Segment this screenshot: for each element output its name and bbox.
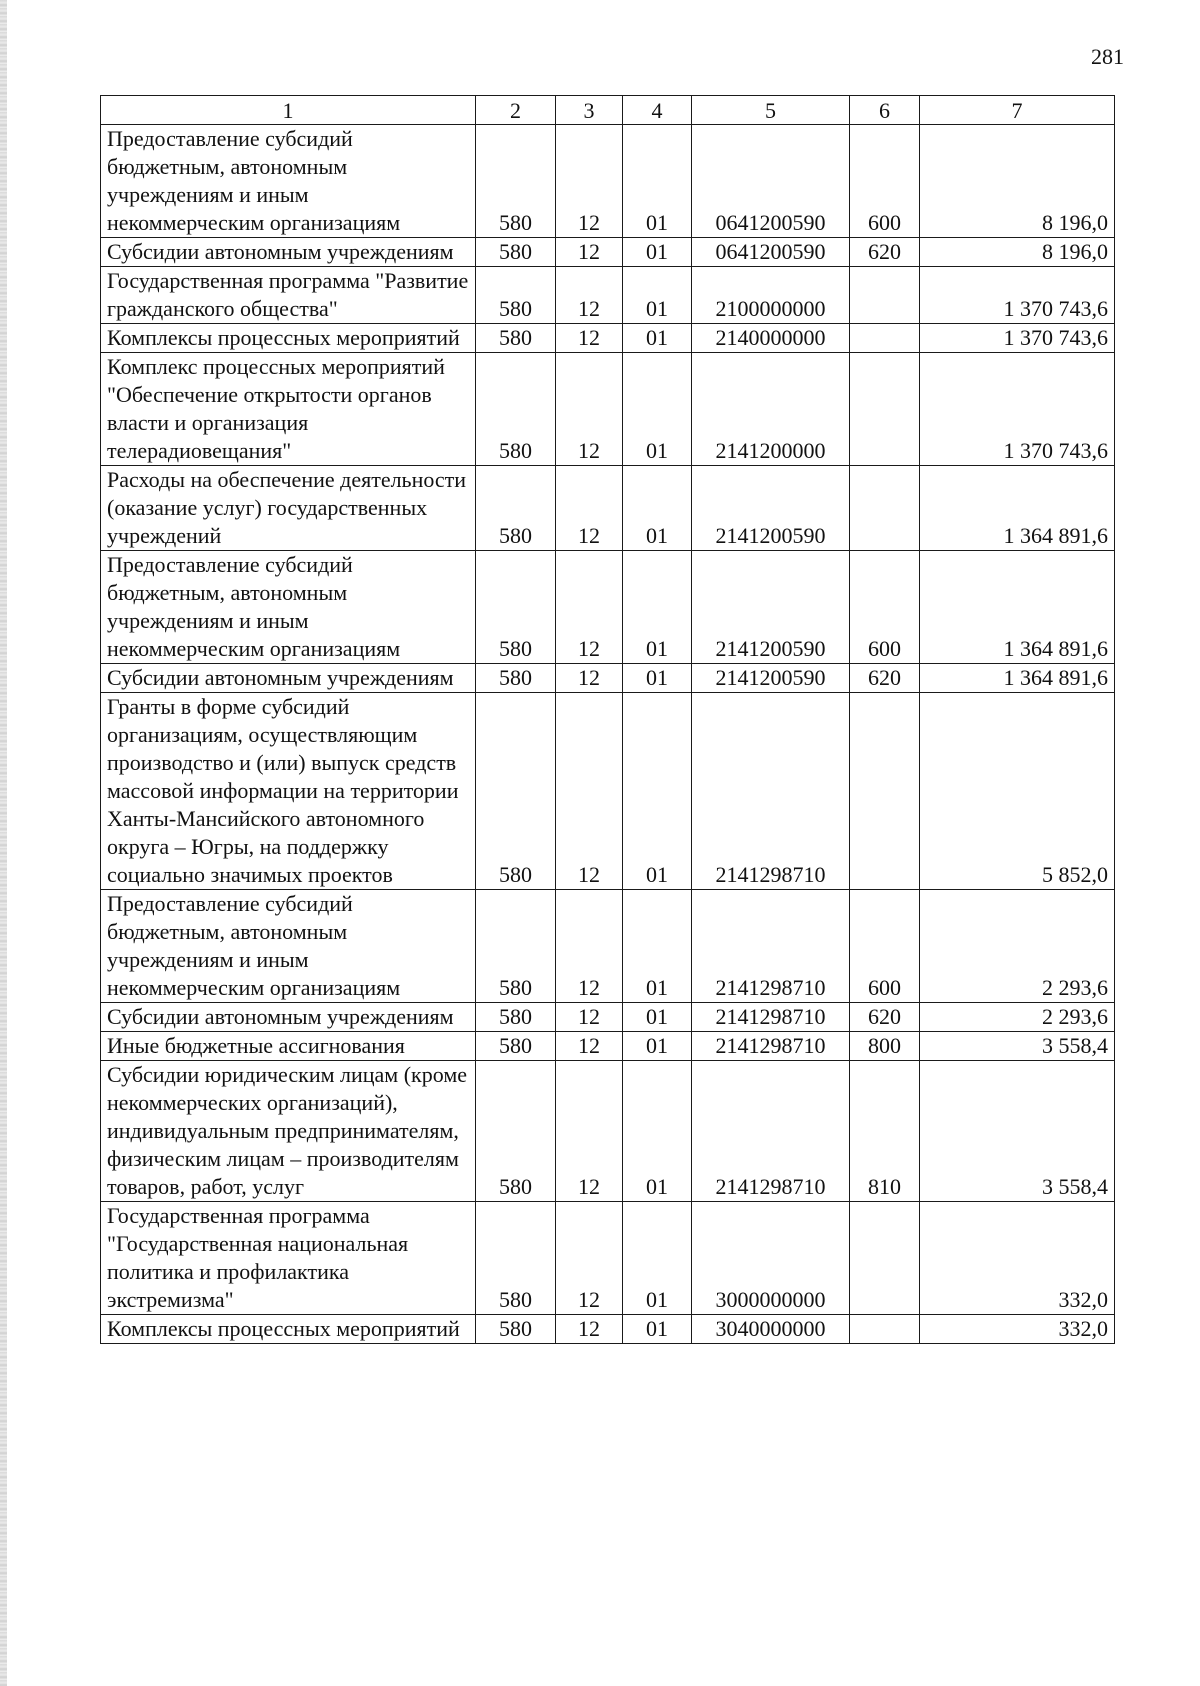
row-col-4-cell: 01 <box>623 890 692 1003</box>
row-col-4-cell: 01 <box>623 125 692 238</box>
row-col-3-cell: 12 <box>556 466 623 551</box>
row-col-5-cell: 2141200590 <box>692 466 850 551</box>
row-amount-cell: 1 370 743,6 <box>920 267 1115 324</box>
row-col-3-cell: 12 <box>556 664 623 693</box>
row-col-5-cell: 2141298710 <box>692 693 850 890</box>
row-col-5-cell: 2141200590 <box>692 551 850 664</box>
header-col-2: 2 <box>476 96 556 125</box>
row-col-5-cell: 3040000000 <box>692 1315 850 1344</box>
row-name-cell: Гранты в форме субсидий организациям, осуществляющим производство и (или) выпуск средств массовой информации на территории Ханты-Мансийского автономного округа – Югры, на поддержку социально значимых проектов <box>101 693 476 890</box>
row-col-2-cell: 580 <box>476 267 556 324</box>
row-col-4-cell: 01 <box>623 664 692 693</box>
header-col-4: 4 <box>623 96 692 125</box>
row-col-2-cell: 580 <box>476 551 556 664</box>
budget-table <box>100 95 1115 1344</box>
row-amount-cell: 1 364 891,6 <box>920 551 1115 664</box>
row-name-cell: Предоставление субсидий бюджетным, автономным учреждениям и иным некоммерческим организациям <box>101 551 476 664</box>
row-col-3-cell: 12 <box>556 890 623 1003</box>
row-col-6-cell <box>850 1202 920 1315</box>
row-col-3-cell: 12 <box>556 1202 623 1315</box>
table-row <box>101 890 1115 1003</box>
row-col-6-cell: 600 <box>850 890 920 1003</box>
row-col-3-cell: 12 <box>556 324 623 353</box>
row-col-4-cell: 01 <box>623 693 692 890</box>
table-row <box>101 664 1115 693</box>
row-col-5-cell: 2100000000 <box>692 267 850 324</box>
row-amount-cell: 5 852,0 <box>920 693 1115 890</box>
row-col-2-cell: 580 <box>476 1061 556 1202</box>
page-number: 281 <box>1091 44 1124 69</box>
row-col-2-cell: 580 <box>476 125 556 238</box>
row-col-4-cell: 01 <box>623 1061 692 1202</box>
table-row <box>101 125 1115 238</box>
row-col-4-cell: 01 <box>623 324 692 353</box>
row-name-cell: Комплексы процессных мероприятий <box>101 1315 476 1344</box>
header-col-5: 5 <box>692 96 850 125</box>
row-col-6-cell: 800 <box>850 1032 920 1061</box>
row-amount-cell: 2 293,6 <box>920 890 1115 1003</box>
row-col-4-cell: 01 <box>623 238 692 267</box>
header-col-3: 3 <box>556 96 623 125</box>
table-row <box>101 1003 1115 1032</box>
row-col-3-cell: 12 <box>556 267 623 324</box>
row-col-5-cell: 2141200000 <box>692 353 850 466</box>
row-col-2-cell: 580 <box>476 1032 556 1061</box>
row-col-5-cell: 2141200590 <box>692 664 850 693</box>
row-col-6-cell: 620 <box>850 664 920 693</box>
row-amount-cell: 2 293,6 <box>920 1003 1115 1032</box>
row-col-2-cell: 580 <box>476 664 556 693</box>
row-col-5-cell: 0641200590 <box>692 238 850 267</box>
row-amount-cell: 1 364 891,6 <box>920 466 1115 551</box>
row-col-2-cell: 580 <box>476 353 556 466</box>
row-col-4-cell: 01 <box>623 353 692 466</box>
row-col-3-cell: 12 <box>556 1003 623 1032</box>
row-col-2-cell: 580 <box>476 238 556 267</box>
row-col-6-cell <box>850 466 920 551</box>
row-col-4-cell: 01 <box>623 1003 692 1032</box>
row-col-3-cell: 12 <box>556 1315 623 1344</box>
row-amount-cell: 332,0 <box>920 1315 1115 1344</box>
row-amount-cell: 1 364 891,6 <box>920 664 1115 693</box>
row-col-6-cell: 600 <box>850 551 920 664</box>
row-col-5-cell: 2141298710 <box>692 1032 850 1061</box>
row-col-4-cell: 01 <box>623 1202 692 1315</box>
table-row <box>101 238 1115 267</box>
row-amount-cell: 3 558,4 <box>920 1032 1115 1061</box>
row-name-cell: Комплекс процессных мероприятий "Обеспечение открытости органов власти и организация телерадиовещания" <box>101 353 476 466</box>
row-amount-cell: 332,0 <box>920 1202 1115 1315</box>
row-col-2-cell: 580 <box>476 466 556 551</box>
row-name-cell: Комплексы процессных мероприятий <box>101 324 476 353</box>
row-col-2-cell: 580 <box>476 1202 556 1315</box>
row-col-4-cell: 01 <box>623 551 692 664</box>
row-amount-cell: 1 370 743,6 <box>920 353 1115 466</box>
row-col-6-cell: 620 <box>850 1003 920 1032</box>
row-col-3-cell: 12 <box>556 353 623 466</box>
row-name-cell: Расходы на обеспечение деятельности (оказание услуг) государственных учреждений <box>101 466 476 551</box>
table-row <box>101 1061 1115 1202</box>
row-name-cell: Иные бюджетные ассигнования <box>101 1032 476 1061</box>
table-row <box>101 353 1115 466</box>
row-col-3-cell: 12 <box>556 693 623 890</box>
row-col-5-cell: 2141298710 <box>692 1003 850 1032</box>
table-row <box>101 693 1115 890</box>
row-amount-cell: 1 370 743,6 <box>920 324 1115 353</box>
row-col-6-cell <box>850 324 920 353</box>
row-col-2-cell: 580 <box>476 1003 556 1032</box>
row-col-3-cell: 12 <box>556 551 623 664</box>
row-col-5-cell: 3000000000 <box>692 1202 850 1315</box>
row-amount-cell: 3 558,4 <box>920 1061 1115 1202</box>
row-col-5-cell: 0641200590 <box>692 125 850 238</box>
row-amount-cell: 8 196,0 <box>920 238 1115 267</box>
row-col-2-cell: 580 <box>476 1315 556 1344</box>
scan-edge-shadow <box>0 0 7 1686</box>
header-col-1: 1 <box>101 96 476 125</box>
row-amount-cell: 8 196,0 <box>920 125 1115 238</box>
row-col-6-cell <box>850 267 920 324</box>
table-row <box>101 1032 1115 1061</box>
row-name-cell: Государственная программа "Развитие гражданского общества" <box>101 267 476 324</box>
table-row <box>101 466 1115 551</box>
row-col-3-cell: 12 <box>556 1061 623 1202</box>
row-col-5-cell: 2141298710 <box>692 1061 850 1202</box>
row-col-5-cell: 2141298710 <box>692 890 850 1003</box>
row-col-3-cell: 12 <box>556 125 623 238</box>
table-row <box>101 1202 1115 1315</box>
row-name-cell: Субсидии автономным учреждениям <box>101 238 476 267</box>
row-col-2-cell: 580 <box>476 324 556 353</box>
row-name-cell: Государственная программа "Государственная национальная политика и профилактика экстремизма" <box>101 1202 476 1315</box>
table-row <box>101 267 1115 324</box>
row-col-6-cell: 600 <box>850 125 920 238</box>
row-col-4-cell: 01 <box>623 1315 692 1344</box>
row-col-2-cell: 580 <box>476 693 556 890</box>
row-col-6-cell: 810 <box>850 1061 920 1202</box>
header-row <box>101 96 1115 125</box>
row-col-3-cell: 12 <box>556 1032 623 1061</box>
row-col-3-cell: 12 <box>556 238 623 267</box>
header-col-6: 6 <box>850 96 920 125</box>
row-col-4-cell: 01 <box>623 267 692 324</box>
row-col-6-cell: 620 <box>850 238 920 267</box>
table-row <box>101 551 1115 664</box>
table-row <box>101 1315 1115 1344</box>
row-col-4-cell: 01 <box>623 466 692 551</box>
row-name-cell: Предоставление субсидий бюджетным, автономным учреждениям и иным некоммерческим организациям <box>101 125 476 238</box>
row-col-2-cell: 580 <box>476 890 556 1003</box>
row-name-cell: Субсидии автономным учреждениям <box>101 1003 476 1032</box>
row-col-4-cell: 01 <box>623 1032 692 1061</box>
header-col-7: 7 <box>920 96 1115 125</box>
row-col-6-cell <box>850 1315 920 1344</box>
row-name-cell: Субсидии автономным учреждениям <box>101 664 476 693</box>
table-row <box>101 324 1115 353</box>
row-col-5-cell: 2140000000 <box>692 324 850 353</box>
row-name-cell: Предоставление субсидий бюджетным, автономным учреждениям и иным некоммерческим организациям <box>101 890 476 1003</box>
row-col-6-cell <box>850 353 920 466</box>
row-col-6-cell <box>850 693 920 890</box>
row-name-cell: Субсидии юридическим лицам (кроме некоммерческих организаций), индивидуальным предпринимателям, физическим лицам – производителям товаров, работ, услуг <box>101 1061 476 1202</box>
